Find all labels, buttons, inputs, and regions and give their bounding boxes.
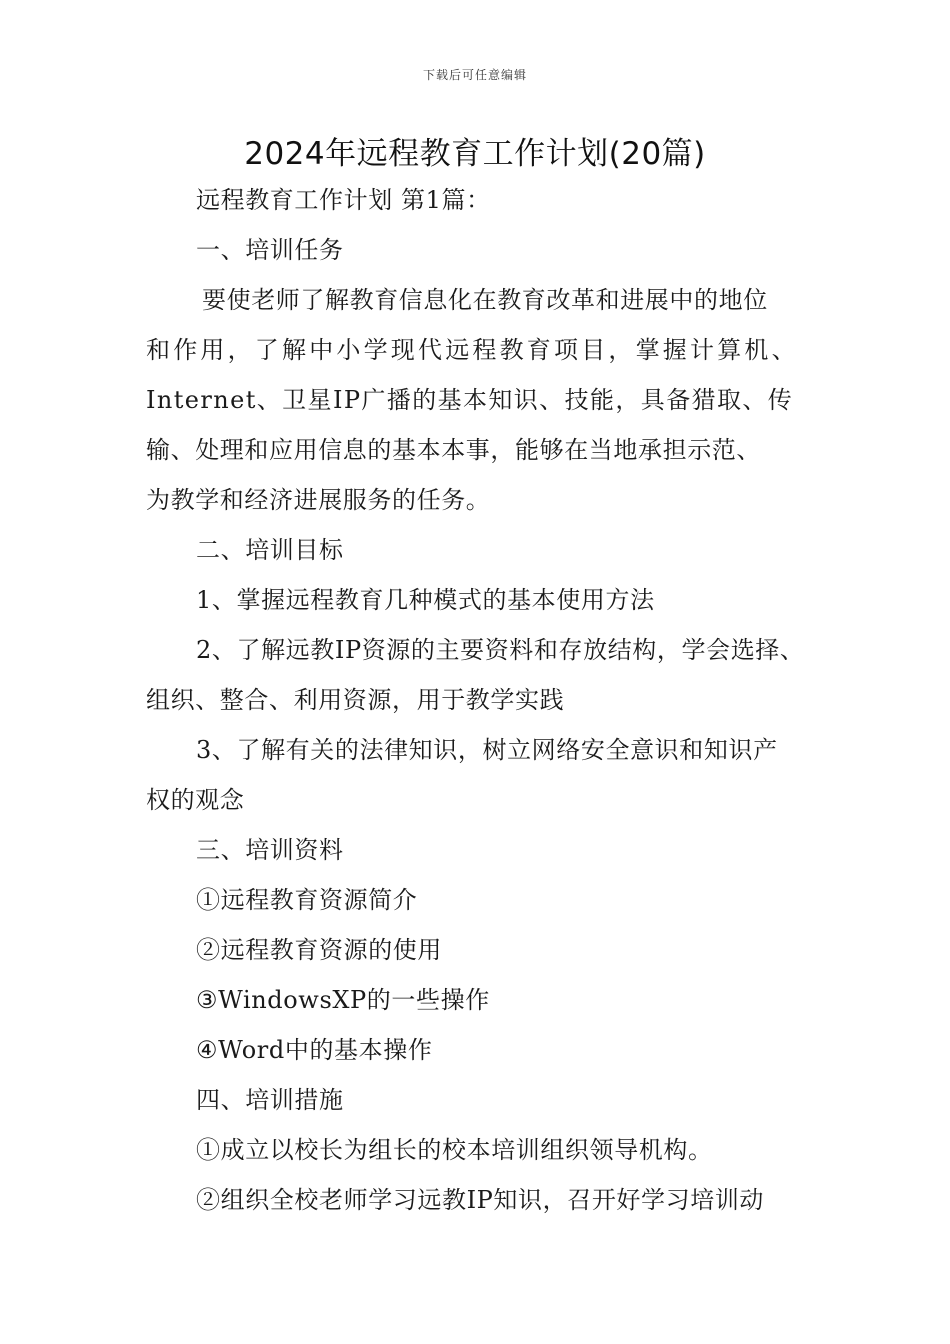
list-item: ②远程教育资源的使用 bbox=[196, 936, 442, 964]
section-heading: 二、培训目标 bbox=[196, 536, 344, 564]
paragraph-line: 为教学和经济进展服务的任务。 bbox=[146, 486, 491, 514]
list-item: ①成立以校长为组长的校本培训组织领导机构。 bbox=[196, 1136, 713, 1164]
paragraph-line: 输、处理和应用信息的基本本事，能够在当地承担示范、 bbox=[146, 436, 761, 464]
list-item: ②组织全校老师学习远教IP知识，召开好学习培训动 bbox=[196, 1186, 765, 1214]
section-heading: 四、培训措施 bbox=[196, 1086, 344, 1114]
section-heading: 一、培训任务 bbox=[196, 236, 344, 264]
document-body bbox=[146, 175, 826, 1225]
list-item-continuation: 权的观念 bbox=[146, 786, 245, 814]
list-item: 2、了解远教IP资源的主要资料和存放结构，学会选择、 bbox=[196, 636, 805, 664]
list-item-continuation: 组织、整合、利用资源，用于教学实践 bbox=[146, 686, 565, 714]
header-note: 下载后可任意编辑 bbox=[422, 68, 527, 82]
section-heading: 三、培训资料 bbox=[196, 836, 344, 864]
paragraph-line: Internet、卫星IP广播的基本知识、技能，具备猎取、传 bbox=[146, 386, 794, 414]
document-title: 2024年远程教育工作计划(20篇) bbox=[244, 136, 706, 172]
list-item: ④Word中的基本操作 bbox=[196, 1036, 433, 1064]
paragraph-line: 和作用，了解中小学现代远程教育项目，掌握计算机、 bbox=[146, 336, 799, 364]
list-item: ①远程教育资源简介 bbox=[196, 886, 418, 914]
list-item: ③WindowsXP的一些操作 bbox=[196, 986, 490, 1014]
section-heading: 远程教育工作计划 第1篇： bbox=[196, 186, 491, 214]
list-item: 3、了解有关的法律知识，树立网络安全意识和知识产 bbox=[196, 736, 778, 764]
list-item: 1、掌握远程教育几种模式的基本使用方法 bbox=[196, 586, 655, 614]
paragraph-line: 要使老师了解教育信息化在教育改革和进展中的地位 bbox=[202, 286, 768, 314]
